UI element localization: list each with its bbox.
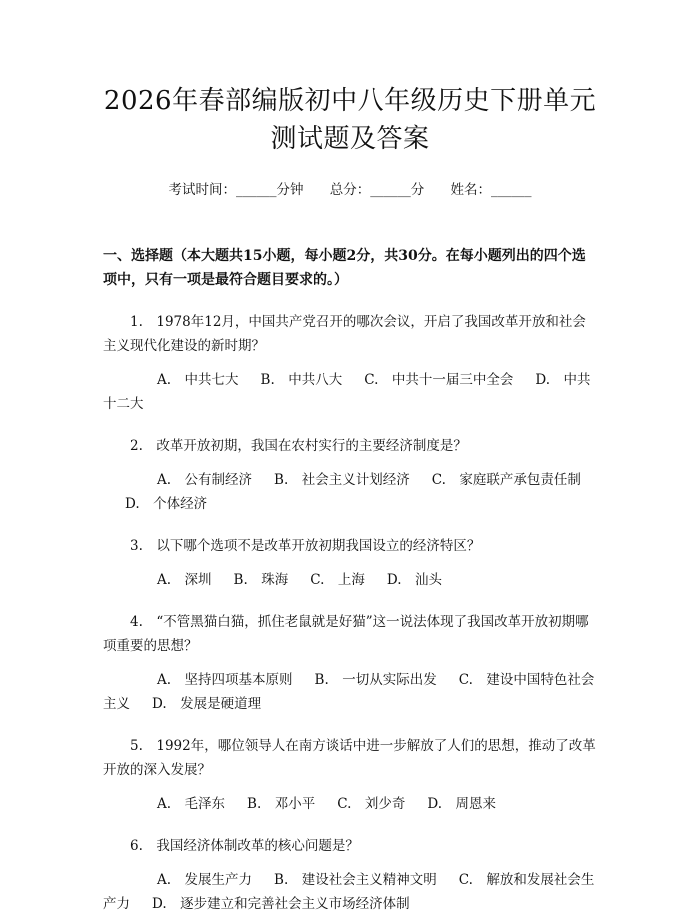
question-5 <box>103 734 597 816</box>
option-c: C. 刘少奇 <box>337 796 406 812</box>
option-d: D. 中共十二大 <box>103 372 591 412</box>
option-a: A. 公有制经济 <box>157 472 253 488</box>
question-stem: 3. 以下哪个选项不是改革开放初期我国设立的经济特区？ <box>130 538 481 554</box>
question-options <box>103 792 597 816</box>
question-stem: 6. 我国经济体制改革的核心问题是？ <box>130 838 359 854</box>
question-options <box>103 468 597 516</box>
total-score-field: 总分：______分 <box>329 182 425 198</box>
option-b: B. 一切从实际出发 <box>314 672 437 688</box>
section-heading: 一、选择题（本大题共15小题，每小题2分，共30分。在每小题列出的四个选项中，只有一项是最符合题目要求的。） <box>103 248 586 288</box>
question-stem: 4. “不管黑猫白猫，抓住老鼠就是好猫”这一说法体现了我国改革开放初期哪项重要的思想？ <box>103 614 589 654</box>
question-2 <box>103 434 597 516</box>
question-options <box>103 868 597 916</box>
exam-meta <box>103 180 597 200</box>
option-c: C. 解放和发展社会生产力 <box>103 872 595 912</box>
exam-time-field: 考试时间：______分钟 <box>168 182 304 198</box>
option-c: C. 中共十一届三中全会 <box>364 372 514 388</box>
option-a: A. 毛泽东 <box>157 796 226 812</box>
question-1 <box>103 310 597 416</box>
option-d: D. 汕头 <box>386 572 443 588</box>
student-name-field: 姓名：______ <box>450 182 532 198</box>
question-3 <box>103 534 597 592</box>
option-d: D. 逐步建立和完善社会主义市场经济体制 <box>152 896 410 912</box>
option-a: A. 深圳 <box>157 572 212 588</box>
option-c: C. 家庭联产承包责任制 <box>431 472 581 488</box>
option-b: B. 珠海 <box>233 572 289 588</box>
question-4 <box>103 610 597 716</box>
option-d: D. 个体经济 <box>125 496 208 512</box>
question-options <box>103 368 597 416</box>
option-d: D. 周恩来 <box>427 796 497 812</box>
option-c: C. 上海 <box>310 572 365 588</box>
question-options <box>103 568 597 592</box>
question-stem: 2. 改革开放初期，我国在农村实行的主要经济制度是？ <box>130 438 467 454</box>
option-a: A. 发展生产力 <box>157 872 253 888</box>
question-options <box>103 668 597 716</box>
option-c: C. 建设中国特色社会主义 <box>103 672 595 712</box>
page-title: 2026年春部编版初中八年级历史下册单元测试题及答案 <box>103 86 597 154</box>
option-b: B. 中共八大 <box>260 372 343 388</box>
question-stem: 1. 1978年12月，中国共产党召开的哪次会议，开启了我国改革开放和社会主义现代化建设的新时期？ <box>103 314 586 354</box>
option-b: B. 邓小平 <box>247 796 316 812</box>
option-a: A. 坚持四项基本原则 <box>157 672 293 688</box>
option-b: B. 建设社会主义精神文明 <box>274 872 437 888</box>
question-stem: 5. 1992年，哪位领导人在南方谈话中进一步解放了人们的思想，推动了改革开放的深入发展？ <box>103 738 596 778</box>
question-6 <box>103 834 597 916</box>
option-b: B. 社会主义计划经济 <box>274 472 410 488</box>
option-d: D. 发展是硬道理 <box>152 696 262 712</box>
option-a: A. 中共七大 <box>157 372 239 388</box>
